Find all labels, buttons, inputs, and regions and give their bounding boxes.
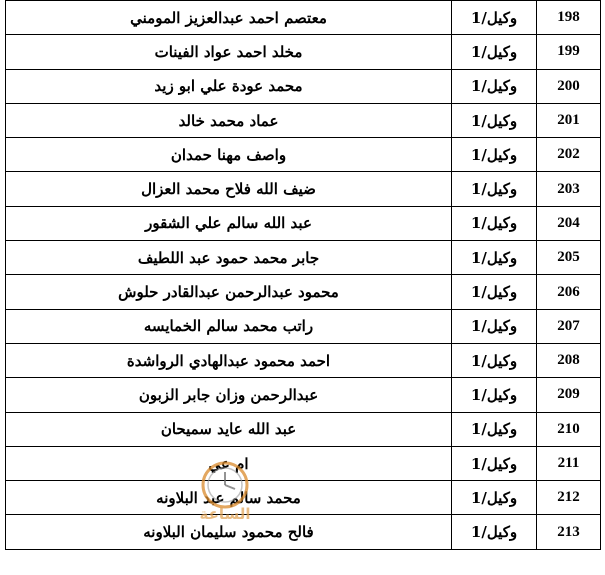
row-name: معتصم احمد عبدالعزيز المومني (6, 1, 452, 35)
row-rank: وكيل/1 (452, 206, 537, 240)
row-rank: وكيل/1 (452, 481, 537, 515)
row-name: احمد محمود عبدالهادي الرواشدة (6, 343, 452, 377)
row-name: عبد الله عايد سميحان (6, 412, 452, 446)
table-row (6, 378, 601, 412)
table-row (6, 343, 601, 377)
row-name: ضيف الله فلاح محمد العزال (6, 172, 452, 206)
row-name: راتب محمد سالم الخمايسه (6, 309, 452, 343)
table-row (6, 1, 601, 35)
row-rank: وكيل/1 (452, 138, 537, 172)
row-rank: وكيل/1 (452, 241, 537, 275)
table-row (6, 35, 601, 69)
roster-table (5, 0, 601, 550)
row-number: 208 (537, 343, 601, 377)
row-name: ام عي (6, 446, 452, 480)
row-number: 207 (537, 309, 601, 343)
row-name: عبد الله سالم علي الشقور (6, 206, 452, 240)
row-rank: وكيل/1 (452, 1, 537, 35)
row-name: واصف مهنا حمدان (6, 138, 452, 172)
table-row (6, 515, 601, 549)
row-number: 213 (537, 515, 601, 549)
row-number: 204 (537, 206, 601, 240)
row-rank: وكيل/1 (452, 35, 537, 69)
table-row (6, 241, 601, 275)
row-name: عبدالرحمن وزان جابر الزبون (6, 378, 452, 412)
row-name: عماد محمد خالد (6, 103, 452, 137)
row-number: 199 (537, 35, 601, 69)
row-rank: وكيل/1 (452, 515, 537, 549)
table-row (6, 172, 601, 206)
row-number: 198 (537, 1, 601, 35)
row-rank: وكيل/1 (452, 412, 537, 446)
row-number: 203 (537, 172, 601, 206)
row-name: مخلد احمد عواد الفينات (6, 35, 452, 69)
row-number: 200 (537, 69, 601, 103)
row-rank: وكيل/1 (452, 378, 537, 412)
row-number: 201 (537, 103, 601, 137)
row-rank: وكيل/1 (452, 309, 537, 343)
row-number: 212 (537, 481, 601, 515)
row-number: 205 (537, 241, 601, 275)
row-rank: وكيل/1 (452, 103, 537, 137)
watermark-text: الساعة (199, 505, 251, 523)
row-number: 206 (537, 275, 601, 309)
table-row (6, 481, 601, 515)
row-rank: وكيل/1 (452, 446, 537, 480)
row-rank: وكيل/1 (452, 343, 537, 377)
row-name: فالح محمود سليمان البلاونه (6, 515, 452, 549)
row-number: 210 (537, 412, 601, 446)
roster-body (6, 1, 601, 550)
table-row (6, 309, 601, 343)
row-rank: وكيل/1 (452, 69, 537, 103)
row-number: 202 (537, 138, 601, 172)
table-row (6, 69, 601, 103)
row-name: جابر محمد حمود عبد اللطيف (6, 241, 452, 275)
row-name: محمد عودة علي ابو زيد (6, 69, 452, 103)
table-row (6, 412, 601, 446)
row-number: 211 (537, 446, 601, 480)
row-rank: وكيل/1 (452, 172, 537, 206)
row-number: 209 (537, 378, 601, 412)
row-name: محمد سالم عبد البلاونه (6, 481, 452, 515)
table-row (6, 103, 601, 137)
row-rank: وكيل/1 (452, 275, 537, 309)
table-row (6, 446, 601, 480)
row-name: محمود عبدالرحمن عبدالقادر حلوش (6, 275, 452, 309)
table-row (6, 138, 601, 172)
table-row (6, 275, 601, 309)
table-row (6, 206, 601, 240)
